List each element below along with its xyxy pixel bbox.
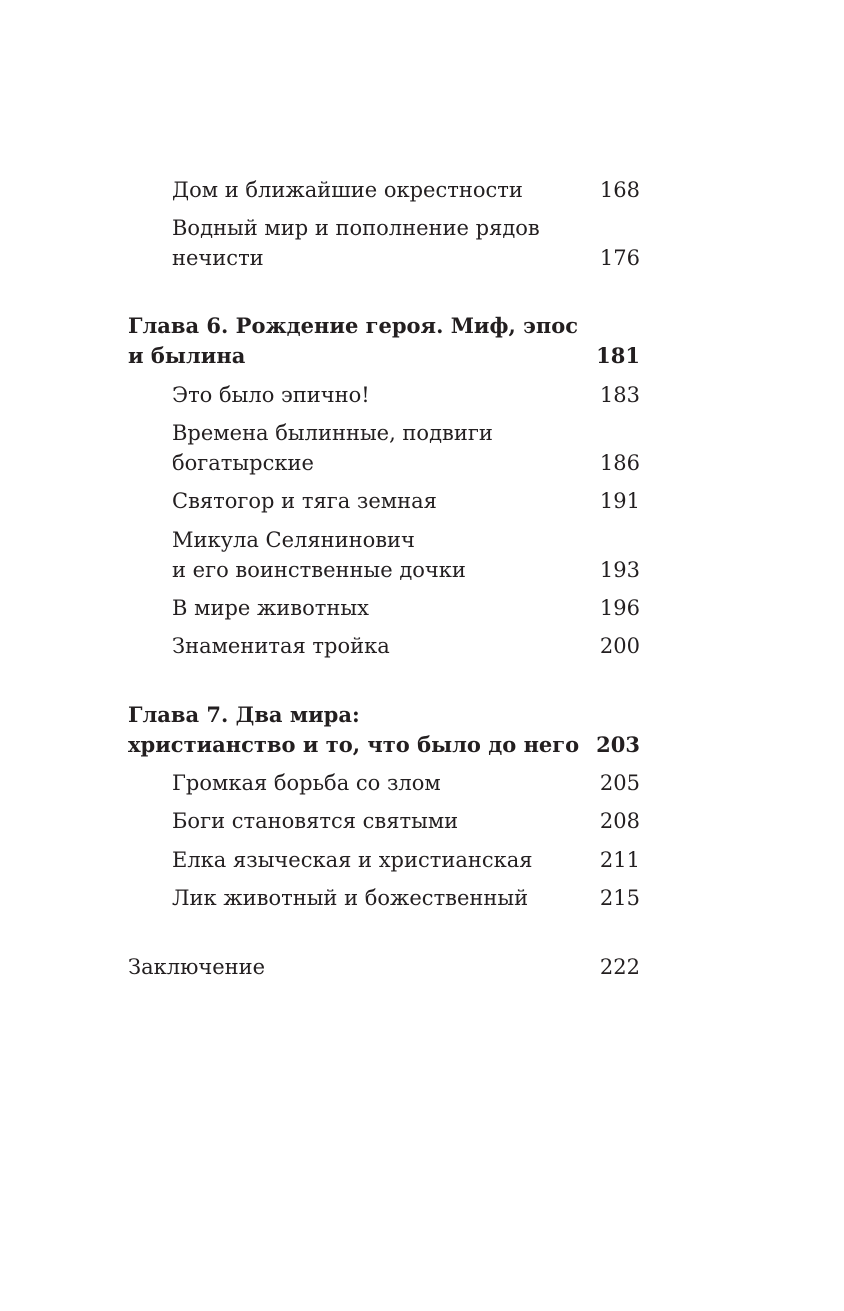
toc-entry bbox=[172, 631, 640, 661]
toc-entry bbox=[172, 593, 640, 623]
toc-page-number: 181 bbox=[596, 343, 640, 368]
toc-entry-title-cont: богатырские bbox=[172, 451, 314, 475]
toc-entry bbox=[172, 213, 640, 273]
toc-entry-title: Водный мир и пополнение рядов bbox=[172, 216, 540, 240]
toc-chapter-title: Глава 6. Рождение героя. Миф, эпос bbox=[128, 313, 579, 338]
toc-chapter-title-cont: и былина bbox=[128, 343, 246, 368]
toc-entry-title: Боги становятся святыми bbox=[172, 809, 459, 833]
toc-entry bbox=[172, 883, 640, 913]
toc-chapter-heading bbox=[128, 311, 640, 371]
toc-conclusion bbox=[128, 952, 640, 982]
toc-page-number: 208 bbox=[599, 809, 640, 833]
toc-entry bbox=[172, 806, 640, 836]
toc-page-number: 215 bbox=[599, 886, 640, 910]
toc-entry bbox=[172, 486, 640, 516]
toc-entry-title: Знаменитая тройка bbox=[172, 634, 390, 658]
toc-chapter-heading bbox=[128, 700, 640, 760]
toc-page-number: 205 bbox=[599, 771, 640, 795]
toc-entry bbox=[172, 175, 640, 205]
toc-page-number: 186 bbox=[599, 451, 640, 475]
toc-entry-title: Это было эпично! bbox=[172, 383, 370, 407]
toc-entry-title: Громкая борьба со злом bbox=[172, 771, 441, 795]
toc-page-number: 222 bbox=[599, 955, 640, 979]
toc-chapter-title: Глава 7. Два мира: bbox=[128, 702, 360, 727]
toc-page-number: 168 bbox=[599, 178, 640, 202]
toc-entry-title: Времена былинные, подвиги bbox=[172, 421, 493, 445]
toc-page-number: 203 bbox=[596, 732, 640, 757]
toc-page-number: 193 bbox=[599, 558, 640, 582]
toc-entry-title: Микула Селянинович bbox=[172, 528, 415, 552]
toc-entry-title: Лик животный и божественный bbox=[172, 886, 529, 910]
toc-page-number: 183 bbox=[599, 383, 640, 407]
toc-entry bbox=[172, 418, 640, 478]
toc-entry-title-cont: и его воинственные дочки bbox=[172, 558, 466, 582]
toc-entry-title: Заключение bbox=[128, 955, 266, 979]
toc-chapter-title-cont: христианство и то, что было до него bbox=[128, 732, 580, 757]
toc-entry bbox=[172, 845, 640, 875]
toc-page-number: 191 bbox=[599, 489, 640, 513]
toc-entry-title: Елка языческая и христианская bbox=[172, 848, 533, 872]
toc-entry-title: Дом и ближайшие окрестности bbox=[172, 178, 523, 202]
toc-entry-title: В мире животных bbox=[172, 596, 369, 620]
toc-page-number: 211 bbox=[599, 848, 640, 872]
toc-page-number: 176 bbox=[599, 246, 640, 270]
toc-entry bbox=[172, 525, 640, 585]
toc-entry bbox=[172, 380, 640, 410]
toc-entry-title: Святогор и тяга земная bbox=[172, 489, 437, 513]
toc-entry-title-cont: нечисти bbox=[172, 246, 264, 270]
toc-entry bbox=[172, 768, 640, 798]
toc-page-number: 200 bbox=[599, 634, 640, 658]
toc-page-number: 196 bbox=[599, 596, 640, 620]
